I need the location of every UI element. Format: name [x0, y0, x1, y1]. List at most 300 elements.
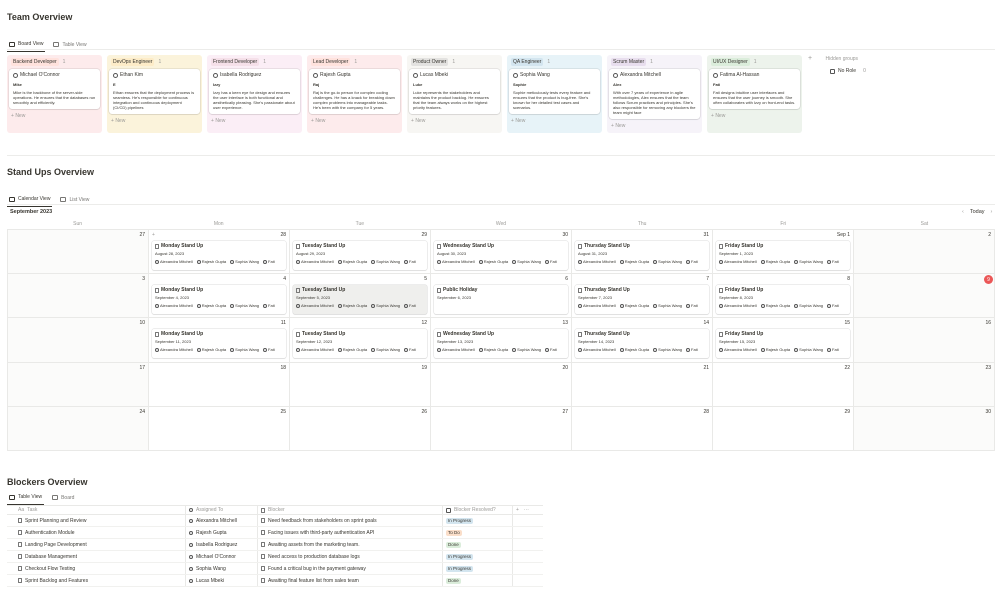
group-icon: [830, 69, 835, 74]
calendar-day[interactable]: [8, 407, 149, 451]
day-number: 12: [421, 320, 427, 327]
attendee: [620, 259, 649, 264]
event-attendees: [578, 259, 706, 264]
person-icon: [653, 348, 657, 352]
table-row[interactable]: [7, 563, 543, 575]
member-card[interactable]: [309, 69, 400, 114]
member-nickname: Fati: [713, 82, 721, 87]
person-icon: [155, 260, 159, 264]
person-icon: [413, 73, 418, 78]
event-title: [719, 331, 847, 337]
day-number: 7: [706, 276, 709, 283]
calendar-day[interactable]: [572, 363, 713, 407]
header-resolved[interactable]: Blocker Resolved?: [443, 506, 513, 514]
blocker-cell[interactable]: [258, 551, 443, 562]
table-row[interactable]: [7, 551, 543, 563]
header-assigned[interactable]: Assigned To: [186, 506, 258, 514]
blocker-cell[interactable]: [258, 563, 443, 574]
relation-prop-icon: [261, 508, 265, 513]
person-icon: [189, 531, 193, 535]
blocker-text: Need access to production database logs: [268, 553, 360, 560]
person-icon: [827, 260, 831, 264]
person-icon: [263, 260, 267, 264]
tab-list-view[interactable]: List View: [58, 194, 91, 207]
attendee-name: Sophia Wang: [517, 347, 542, 353]
attendee: [794, 259, 823, 264]
attendee-name: Rajesh Gupta: [201, 259, 227, 264]
attendee: [761, 347, 790, 352]
task-cell[interactable]: [7, 563, 186, 574]
board-column: [607, 55, 702, 133]
new-label: New: [415, 118, 426, 124]
calendar-day[interactable]: [149, 274, 290, 318]
standup-event[interactable]: [152, 285, 286, 314]
blocker-text: Found a critical bug in the payment gateway: [268, 565, 366, 572]
standup-event[interactable]: [152, 329, 286, 358]
column-count: 1: [452, 59, 456, 65]
standup-event[interactable]: [152, 241, 286, 270]
new-card-button[interactable]: [709, 113, 800, 119]
member-card[interactable]: [209, 69, 300, 114]
calendar-day[interactable]: [431, 318, 572, 362]
day-number: 29: [421, 232, 427, 238]
attendee: [338, 303, 367, 308]
column-header: [9, 57, 100, 67]
person-icon: [296, 260, 300, 264]
attendee-name: Alexandra Mitchell: [160, 259, 193, 264]
standup-event[interactable]: [575, 285, 709, 314]
assigned-cell[interactable]: [186, 551, 258, 562]
attendee: [761, 259, 790, 264]
attendee: [404, 347, 416, 352]
standup-event[interactable]: [716, 285, 850, 314]
member-card[interactable]: [609, 69, 700, 119]
calendar-day[interactable]: [8, 363, 149, 407]
day-number: 2: [988, 232, 991, 238]
person-icon: [794, 260, 798, 264]
attendee: [155, 347, 193, 352]
new-label: New: [315, 118, 326, 124]
board-icon: [52, 495, 58, 500]
event-title-text: Friday Stand Up: [725, 287, 764, 294]
person-icon: [213, 73, 218, 78]
hidden-group-no-role[interactable]: No Role 0: [808, 68, 866, 74]
assigned-cell[interactable]: [186, 527, 258, 538]
table-row[interactable]: [7, 515, 543, 527]
member-description: Ethan ensures that the deployment process is seamless. He's responsible for continuous integration and continuous deployment (CI/CD) pipelines: [113, 90, 195, 110]
blocker-cell[interactable]: [258, 575, 443, 586]
column-header: [209, 57, 300, 67]
attendee-name: Fati: [691, 259, 698, 264]
new-card-button[interactable]: [9, 113, 100, 119]
new-card-button[interactable]: [109, 118, 200, 124]
attendee-name: Sophia Wang: [799, 347, 824, 353]
event-attendees: [719, 347, 847, 352]
person-icon: [197, 348, 201, 352]
task-cell[interactable]: [7, 515, 186, 526]
event-date: September 4, 2023: [155, 295, 190, 301]
attendee-name: Fati: [832, 259, 839, 264]
attendee: [545, 347, 557, 352]
person-icon: [230, 304, 234, 308]
header-blocker[interactable]: Blocker: [258, 506, 443, 514]
table-row[interactable]: [7, 575, 543, 587]
task-cell[interactable]: [7, 551, 186, 562]
attendee-name: Rajesh Gupta: [342, 259, 368, 264]
event-date: September 6, 2023: [437, 295, 472, 301]
assigned-name: Isabella Rodriguez: [196, 541, 238, 548]
calendar-day[interactable]: [149, 230, 290, 274]
member-card[interactable]: [409, 69, 500, 114]
attendee-name: Alexandra Mitchell: [301, 259, 334, 264]
standup-event[interactable]: [716, 241, 850, 270]
blocker-text: Awaiting assets from the marketing team.: [268, 541, 360, 548]
attendee-name: Rajesh Gupta: [342, 347, 368, 353]
person-icon: [620, 348, 624, 352]
member-name: [13, 72, 96, 78]
standup-event[interactable]: [434, 241, 568, 270]
person-icon: [512, 348, 516, 352]
status-badge: Done: [448, 542, 459, 547]
tab-calendar-view[interactable]: Calendar View: [7, 194, 52, 207]
person-icon: [197, 260, 201, 264]
status-badge: In Progress: [448, 554, 472, 559]
member-nickname: E: [113, 82, 116, 87]
attendee-name: Sophia Wang: [235, 347, 260, 353]
event-title: [719, 243, 847, 249]
event-title: [296, 331, 424, 337]
day-number: 11: [280, 320, 286, 327]
page-icon: [578, 244, 582, 249]
attendee: [197, 347, 226, 352]
attendee-name: Alexandra Mitchell: [724, 347, 757, 353]
calendar-day[interactable]: [713, 318, 854, 362]
board-column: [707, 55, 802, 133]
page-icon: [261, 518, 265, 523]
member-name: [213, 72, 296, 78]
page-icon: [261, 578, 265, 583]
attendee-name: Rajesh Gupta: [765, 303, 791, 309]
resolved-cell[interactable]: [443, 527, 513, 538]
add-group-icon[interactable]: +: [808, 55, 813, 62]
table-row[interactable]: [7, 527, 543, 539]
event-title-text: Thursday Stand Up: [584, 243, 630, 249]
resolved-cell[interactable]: [443, 575, 513, 586]
event-date: September 5, 2023: [296, 295, 331, 301]
calendar-day[interactable]: [713, 407, 854, 451]
add-event-icon[interactable]: +: [152, 232, 155, 238]
blocker-cell[interactable]: [258, 539, 443, 550]
person-icon: [761, 348, 765, 352]
weekday-label: Tue: [355, 221, 365, 227]
event-title: [578, 243, 706, 249]
event-attendees: [578, 347, 706, 352]
person-icon: [189, 543, 193, 547]
member-name-text: Lucas Mbeki: [420, 72, 449, 78]
new-card-button[interactable]: [509, 118, 600, 124]
plus-icon: +: [711, 113, 716, 119]
calendar-week: [8, 230, 995, 274]
team-overview-title: Team Overview: [7, 12, 73, 22]
member-name: [113, 72, 196, 78]
new-card-button[interactable]: [409, 118, 500, 124]
standup-event[interactable]: [575, 329, 709, 358]
more-options-icon[interactable]: ···: [523, 507, 529, 513]
standup-event[interactable]: [293, 329, 427, 358]
resolved-cell[interactable]: [443, 539, 513, 550]
standups-overview-title: Stand Ups Overview: [7, 167, 95, 177]
attendee-name: Sophia Wang: [658, 259, 683, 264]
calendar-day[interactable]: [713, 274, 854, 318]
attendee-name: Sophia Wang: [235, 259, 260, 264]
event-title: [155, 331, 283, 337]
add-property-icon[interactable]: +: [516, 507, 519, 513]
status-badge: To Do: [448, 530, 460, 535]
page-icon: [18, 566, 22, 571]
page-icon: [719, 244, 723, 249]
calendar-day[interactable]: [854, 363, 995, 407]
calendar-day[interactable]: [713, 363, 854, 407]
page-icon: [155, 288, 159, 293]
person-icon: [197, 304, 201, 308]
standup-event[interactable]: [293, 241, 427, 270]
person-icon: [794, 304, 798, 308]
assigned-cell[interactable]: [186, 515, 258, 526]
attendee-name: Fati: [691, 303, 698, 309]
new-label: New: [515, 118, 526, 124]
column-role-tag[interactable]: UI/UX Designer: [713, 59, 748, 65]
calendar-day[interactable]: [572, 274, 713, 318]
calendar-day[interactable]: [290, 230, 431, 274]
new-label: New: [615, 123, 626, 129]
team-view-tabs: [7, 39, 89, 52]
list-icon: [60, 197, 66, 202]
new-card-button[interactable]: [609, 123, 700, 129]
select-prop-icon: [446, 508, 451, 513]
new-label: New: [215, 118, 226, 124]
calendar-day[interactable]: [8, 230, 149, 274]
member-card[interactable]: [9, 69, 100, 109]
table-row[interactable]: [7, 539, 543, 551]
calendar-grid: [7, 229, 995, 451]
blockers-table: [7, 505, 543, 587]
attendee-name: Fati: [832, 347, 839, 353]
member-name-text: Sophia Wang: [520, 72, 550, 78]
member-card[interactable]: [509, 69, 600, 114]
calendar-day[interactable]: [8, 274, 149, 318]
attendee: [653, 259, 682, 264]
calendar-day[interactable]: [572, 230, 713, 274]
column-count: 1: [753, 59, 757, 65]
blockers-view-tabs: [7, 492, 76, 505]
calendar-day[interactable]: [854, 407, 995, 451]
column-role-tag[interactable]: DevOps Engineer: [113, 59, 153, 65]
calendar-day[interactable]: [854, 274, 995, 318]
calendar-day[interactable]: [431, 363, 572, 407]
attendee: [794, 347, 823, 352]
attendee: [155, 259, 193, 264]
calendar-day[interactable]: [290, 407, 431, 451]
attendee-name: Rajesh Gupta: [765, 347, 791, 353]
event-date: August 31, 2023: [578, 251, 608, 256]
day-number: 17: [139, 364, 145, 371]
standup-event[interactable]: [293, 285, 427, 314]
attendee: [263, 303, 275, 308]
person-icon: [230, 260, 234, 264]
column-role-tag[interactable]: Frontend Developer: [213, 59, 258, 65]
day-number: 20: [562, 364, 568, 371]
person-icon: [794, 348, 798, 352]
calendar-day[interactable]: [572, 407, 713, 451]
header-task[interactable]: Aa Task: [7, 506, 186, 514]
person-icon: [296, 348, 300, 352]
resolved-cell[interactable]: [443, 551, 513, 562]
standup-event[interactable]: [434, 329, 568, 358]
member-nickname: Izzy: [213, 82, 221, 87]
member-card[interactable]: [109, 69, 200, 114]
calendar-week: [8, 318, 995, 362]
attendee: [578, 303, 616, 308]
tab-board-blockers[interactable]: Board: [50, 492, 76, 505]
standup-event[interactable]: [575, 241, 709, 270]
team-divider: [7, 49, 995, 50]
calendar-day[interactable]: [854, 318, 995, 362]
attendee-name: Rajesh Gupta: [483, 347, 509, 353]
attendee-name: Rajesh Gupta: [765, 259, 791, 264]
attendee: [827, 347, 839, 352]
person-icon: [263, 348, 267, 352]
calendar-day[interactable]: [8, 318, 149, 362]
person-icon: [338, 260, 342, 264]
calendar-day[interactable]: [713, 230, 854, 274]
new-card-button[interactable]: [209, 118, 300, 124]
tab-table-view[interactable]: Table View: [51, 39, 88, 52]
calendar-day[interactable]: [149, 318, 290, 362]
person-icon: [545, 348, 549, 352]
task-name: Authentication Module: [25, 529, 75, 536]
column-header: [709, 57, 800, 67]
member-name-text: Michael O'Connor: [20, 72, 60, 78]
event-date: August 29, 2023: [296, 251, 326, 256]
person-icon: [338, 304, 342, 308]
calendar-day[interactable]: [290, 363, 431, 407]
event-title-text: Monday Stand Up: [161, 243, 204, 249]
person-icon: [653, 260, 657, 264]
day-number: 30: [562, 232, 568, 238]
next-month-icon[interactable]: ›: [990, 209, 993, 215]
day-number: 30: [985, 408, 991, 415]
resolved-cell[interactable]: [443, 563, 513, 574]
standups-divider: [7, 204, 995, 205]
assigned-name: Alexandra Mitchell: [196, 517, 237, 524]
calendar-day[interactable]: [149, 363, 290, 407]
task-cell[interactable]: [7, 527, 186, 538]
attendee-name: Sophia Wang: [376, 259, 401, 264]
blocker-cell[interactable]: [258, 515, 443, 526]
weekday-label: Sat: [920, 221, 929, 227]
attendee: [719, 259, 757, 264]
column-role-tag[interactable]: Product Owner: [413, 59, 447, 65]
person-icon: [713, 73, 718, 78]
standup-event[interactable]: [434, 285, 568, 314]
person-icon: [686, 304, 690, 308]
standup-event[interactable]: [716, 329, 850, 358]
weekday-label: Thu: [637, 221, 647, 227]
new-card-button[interactable]: [309, 118, 400, 124]
assigned-cell[interactable]: [186, 575, 258, 586]
person-icon: [827, 304, 831, 308]
board-column: [407, 55, 502, 133]
calendar-day[interactable]: [431, 274, 572, 318]
event-title-text: Monday Stand Up: [161, 287, 204, 294]
event-title: [437, 243, 565, 249]
event-date: September 13, 2023: [437, 339, 474, 345]
page-icon: [437, 288, 441, 293]
attendee: [794, 303, 823, 308]
person-icon: [404, 304, 408, 308]
event-attendees: [437, 347, 565, 352]
attendee-name: Rajesh Gupta: [483, 259, 509, 264]
calendar-day[interactable]: [290, 274, 431, 318]
calendar-icon: [9, 197, 15, 202]
calendar-day[interactable]: [431, 407, 572, 451]
attendee-name: Fati: [832, 303, 839, 309]
event-title-text: Wednesday Stand Up: [443, 243, 495, 249]
assigned-cell[interactable]: [186, 563, 258, 574]
attendee-name: Fati: [409, 259, 416, 264]
column-role-tag[interactable]: Backend Developer: [13, 59, 57, 65]
calendar-day[interactable]: [854, 230, 995, 274]
event-attendees: [155, 303, 283, 308]
day-number: 26: [421, 408, 427, 415]
column-count: 1: [354, 59, 358, 65]
calendar-day[interactable]: [572, 318, 713, 362]
member-card[interactable]: [709, 69, 800, 109]
calendar-day[interactable]: [149, 407, 290, 451]
person-icon: [761, 260, 765, 264]
table-header: [7, 505, 543, 515]
person-icon: [719, 260, 723, 264]
attendee: [371, 259, 400, 264]
person-icon: [479, 348, 483, 352]
attendee-name: Rajesh Gupta: [201, 347, 227, 353]
column-role-tag[interactable]: Lead Developer: [313, 59, 349, 65]
calendar-day[interactable]: [431, 230, 572, 274]
task-cell[interactable]: [7, 539, 186, 550]
person-icon: [338, 348, 342, 352]
task-cell[interactable]: [7, 575, 186, 586]
calendar-day[interactable]: [290, 318, 431, 362]
attendee-name: Rajesh Gupta: [342, 303, 368, 309]
plus-icon: +: [611, 123, 616, 129]
blocker-cell[interactable]: [258, 527, 443, 538]
column-role-tag[interactable]: QA Engineer: [513, 59, 542, 65]
person-icon: [313, 73, 318, 78]
today-button[interactable]: Today: [969, 209, 985, 215]
hidden-groups: [808, 55, 866, 74]
day-number: 9: [984, 275, 993, 284]
person-icon: [230, 348, 234, 352]
tab-table-view-blockers[interactable]: Table View: [7, 492, 44, 505]
prev-month-icon[interactable]: ‹: [962, 209, 964, 215]
resolved-cell[interactable]: [443, 515, 513, 526]
day-number: 4: [283, 276, 286, 283]
tab-board-view[interactable]: Board View: [7, 39, 45, 52]
day-number: 19: [421, 364, 427, 371]
column-role-tag[interactable]: Scrum Master: [613, 59, 645, 65]
assigned-cell[interactable]: [186, 539, 258, 550]
calendar-month: September 2023: [10, 209, 53, 215]
